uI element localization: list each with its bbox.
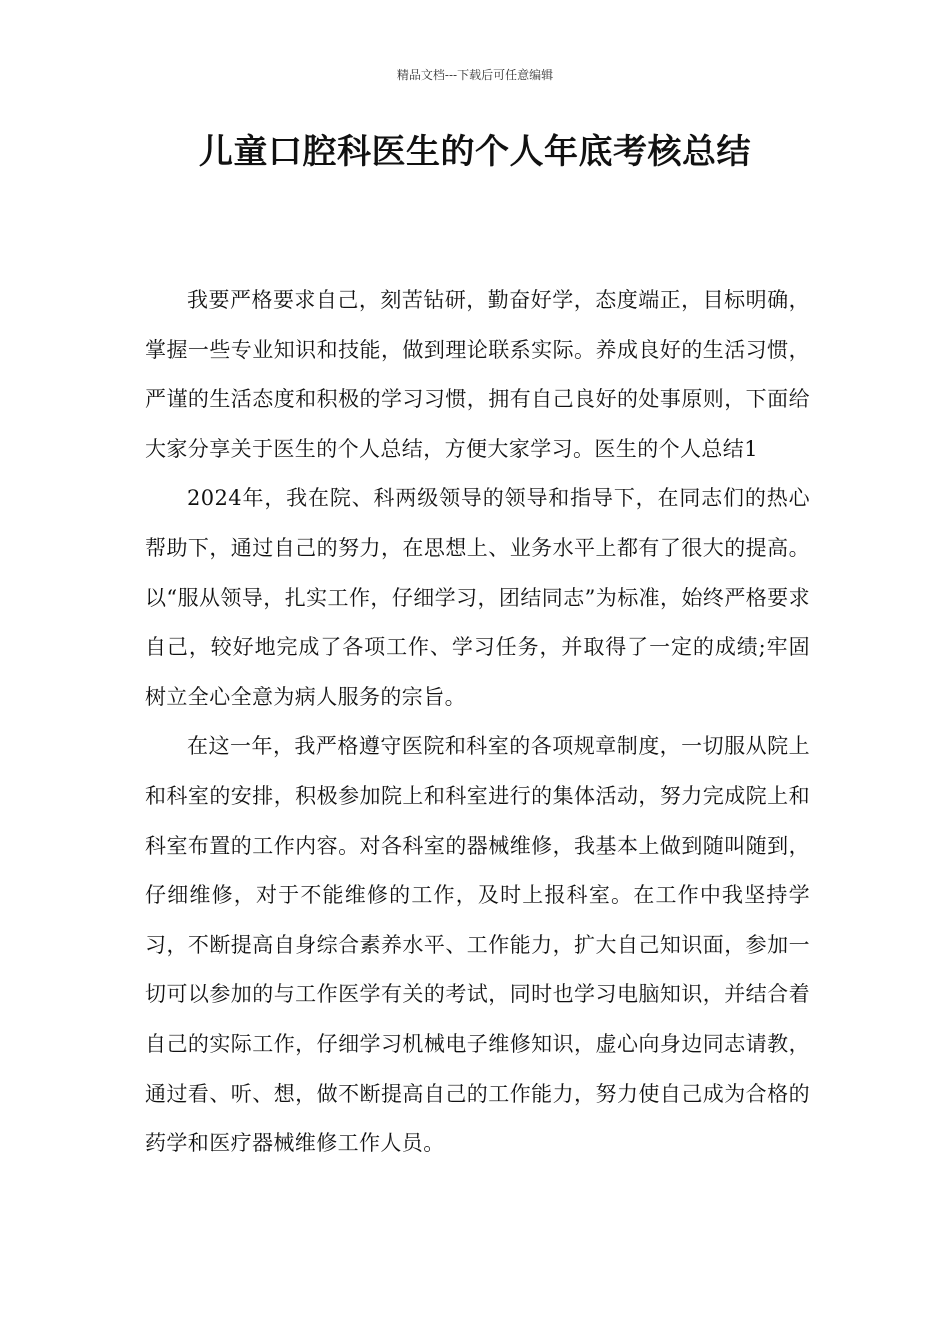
document-title: 儿童口腔科医生的个人年底考核总结: [199, 132, 751, 172]
document-body: [145, 276, 810, 1169]
header-note: 精品文档---下载后可任意编辑: [396, 68, 554, 82]
body-paragraph-2: 2024年，我在院、科两级领导的领导和指导下，在同志们的热心帮助下，通过自己的努力，在思想上、业务水平上都有了很大的提高。以“服从领导，扎实工作，仔细学习，团结同志”为标准，始终严格要求自己，较好地完成了各项工作、学习任务，并取得了一定的成绩;牢固树立全心全意为病人服务的宗旨。: [145, 486, 810, 709]
body-paragraph-3: 在这一年，我严格遵守医院和科室的各项规章制度，一切服从院上和科室的安排，积极参加院上和科室进行的集体活动，努力完成院上和科室布置的工作内容。对各科室的器械维修，我基本上做到随叫随到，仔细维修，对于不能维修的工作，及时上报科室。在工作中我坚持学习，不断提高自身综合素养水平、工作能力，扩大自己知识面，参加一切可以参加的与工作医学有关的考试，同时也学习电脑知识，并结合着自己的实际工作，仔细学习机械电子维修知识，虚心向身边同志请教，通过看、听、想，做不断提高自己的工作能力，努力使自己成为合格的药学和医疗器械维修工作人员。: [145, 734, 810, 1156]
body-paragraph-1: 我要严格要求自己，刻苦钻研，勤奋好学，态度端正，目标明确，掌握一些专业知识和技能，做到理论联系实际。养成良好的生活习惯，严谨的生活态度和积极的学习习惯，拥有自己良好的处事原则，下面给大家分享关于医生的个人总结，方便大家学习。医生的个人总结1: [145, 288, 810, 461]
